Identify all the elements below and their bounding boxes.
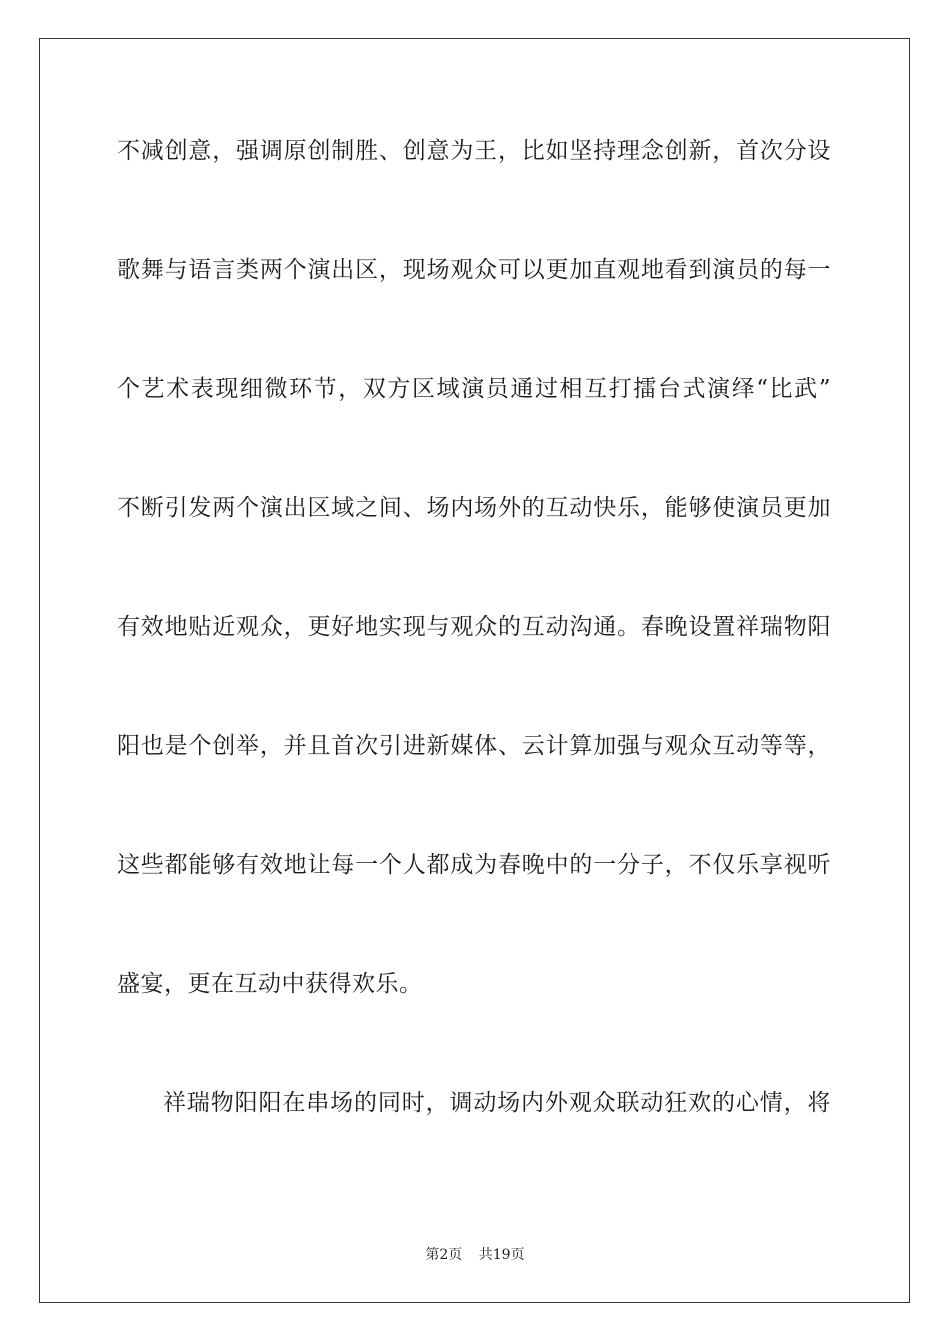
paragraph-line: 个艺术表现细微环节，双方区域演员通过相互打擂台式演绎“比武” [117, 376, 831, 402]
paragraph-line: 不断引发两个演出区域之间、场内场外的互动快乐，能够使演员更加 [117, 495, 831, 521]
paragraph-line: 有效地贴近观众，更好地实现与观众的互动沟通。春晚设置祥瑞物阳 [117, 614, 831, 640]
page-number-current: 第2页 [425, 1247, 463, 1263]
paragraph-line: 盛宴，更在互动中获得欢乐。 [117, 971, 423, 997]
paragraph-line: 不减创意，强调原创制胜、创意为王，比如坚持理念创新，首次分设 [117, 138, 831, 164]
page-number-total: 共19页 [478, 1247, 525, 1263]
paragraph-line: 阳也是个创举，并且首次引进新媒体、云计算加强与观众互动等等， [117, 733, 831, 759]
paragraph-line: 这些都能够有效地让每一个人都成为春晚中的一分子，不仅乐享视听 [117, 852, 831, 878]
paragraph-line: 祥瑞物阳阳在串场的同时，调动场内外观众联动狂欢的心情，将 [163, 1090, 831, 1116]
paragraph-line: 歌舞与语言类两个演出区，现场观众可以更加直观地看到演员的每一 [117, 257, 831, 283]
page-footer [0, 1244, 950, 1264]
document-body [117, 123, 831, 1194]
